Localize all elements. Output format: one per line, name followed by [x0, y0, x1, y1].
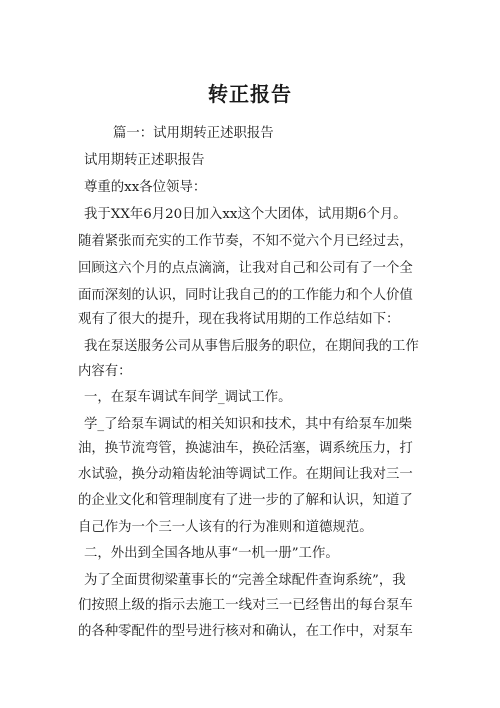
document-line: 油，换节流弯管，换滤油车，换砼活塞，调系统压力，打 — [78, 441, 413, 456]
document-line: 随着紧张而充实的工作节奏，不知不觉六个月已经过去， — [78, 234, 413, 249]
document-line: 自己作为一个三一人该有的行为准则和道德规范。 — [78, 520, 373, 535]
document-line: 的各种零配件的型号进行核对和确认，在工作中，对泵车 — [78, 624, 413, 639]
document-line: 的企业文化和管理制度有了进一步的了解和认识，知道了 — [78, 493, 413, 508]
document-line: 尊重的xx各位领导： — [84, 180, 207, 195]
document-line: 试用期转正述职报告 — [84, 153, 205, 168]
page-title: 转正报告 — [208, 82, 292, 106]
document-line: 水试验，换分动箱齿轮油等调试工作。在期间让我对三一 — [78, 467, 413, 482]
document-line: 回顾这六个月的点点滴滴，让我对自己和公司有了一个全 — [78, 261, 413, 276]
document-line: 我在泵送服务公司从事售后服务的职位，在期间我的工作 — [84, 339, 419, 354]
document-line: 观有了很大的提升，现在我将试用期的工作总结如下： — [78, 312, 400, 327]
document-line: 学_了给泵车调试的相关知识和技术，其中有给泵车加柴 — [84, 417, 413, 432]
document-line: 内容有： — [78, 364, 132, 379]
document-line: 为了全面贯彻梁董事长的“完善全球配件查询系统”，我 — [84, 573, 406, 588]
document-line: 二，外出到全国各地从事“一机一册”工作。 — [84, 546, 339, 561]
document-line: 一，在泵车调试车间学_调试工作。 — [84, 390, 292, 405]
document-line: 们按照上级的指示去施工一线对三一已经售出的每台泵车 — [78, 598, 413, 613]
document-line: 面而深刻的认识，同时让我自己的的工作能力和个人价值 — [78, 288, 413, 303]
document-line: 我于XX年6月20日加入xx这个大团体，试用期6个月。 — [84, 207, 407, 222]
document-line: 篇一：试用期转正述职报告 — [113, 126, 274, 141]
